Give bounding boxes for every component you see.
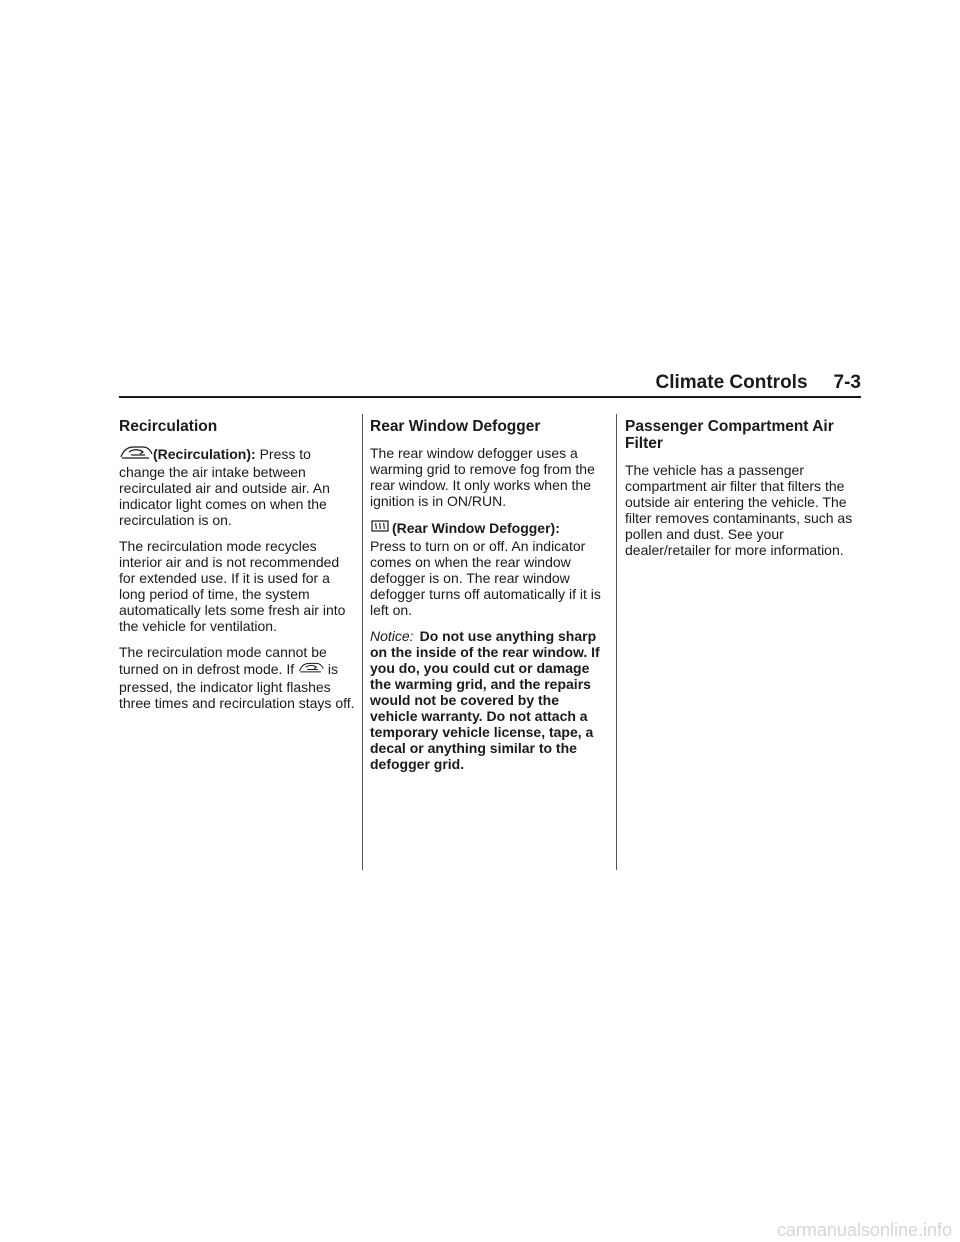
- rear-defogger-notice: [370, 628, 608, 772]
- watermark: carmanualsonline.info: [776, 1220, 952, 1240]
- column-air-filter: [625, 418, 861, 568]
- rear-defogger-icon: [370, 519, 392, 538]
- chapter-title: Climate Controls: [655, 372, 808, 393]
- recirculation-paragraph-3: [119, 644, 355, 711]
- page-number: 7-3: [833, 372, 861, 393]
- recirculation-text: Press to change the air intake between recirculated air and outside air. An indicator light comes on when the recirculation is on.: [119, 446, 330, 528]
- column-divider-1: [362, 414, 363, 870]
- recirculation-p3-text-b: is pressed, the indicator light flashes three times and recirculation stays off.: [119, 661, 355, 711]
- air-filter-heading: Passenger Compartment Air Filter: [625, 418, 834, 452]
- recirculation-paragraph-1: [119, 445, 355, 528]
- recirculation-label: (Recirculation):: [153, 446, 256, 462]
- header-rule: [119, 396, 861, 398]
- column-divider-2: [616, 414, 617, 870]
- recirculation-p3-text-a: The recirculation mode cannot be turned on in defrost mode. If: [119, 644, 327, 677]
- rear-defogger-paragraph-2: [370, 519, 608, 618]
- notice-text: Do not use anything sharp on the inside of the rear window. If you do, you could cut or damage the warming grid, and the repairs would not be covered by the vehicle warranty. Do not attach a temporary vehicle license, tape, a decal or anything similar to the defogger grid.: [370, 628, 600, 772]
- notice-label: Notice:: [370, 628, 414, 644]
- rear-defogger-paragraph-1: The rear window defogger uses a warming grid to remove fog from the rear window. It only works when the ignition is in ON/RUN.: [370, 445, 595, 509]
- recirculation-icon: [119, 445, 153, 464]
- rear-defogger-heading: Rear Window Defogger: [370, 418, 541, 435]
- column-recirculation: [119, 418, 355, 721]
- column-rear-defogger: [370, 418, 608, 782]
- page-header: [119, 372, 861, 394]
- air-filter-paragraph-1: The vehicle has a passenger compartment air filter that filters the outside air entering the vehicle. The filter removes contaminants, such as pollen and dust. See your dealer/retailer for more information.: [625, 462, 853, 558]
- rear-defogger-text: Press to turn on or off. An indicator comes on when the rear window defogger is on. The rear window defogger turns off automatically if it is left on.: [370, 538, 601, 618]
- recirculation-heading: Recirculation: [119, 418, 218, 435]
- rear-defogger-label: (Rear Window Defogger):: [392, 520, 560, 536]
- recirculation-paragraph-2: The recirculation mode recycles interior air and is not recommended for extended use. If it is used for a long period of time, the system automatically lets some fresh air into the vehicle for ventilation.: [119, 538, 346, 634]
- recirculation-inline-icon: [298, 660, 324, 679]
